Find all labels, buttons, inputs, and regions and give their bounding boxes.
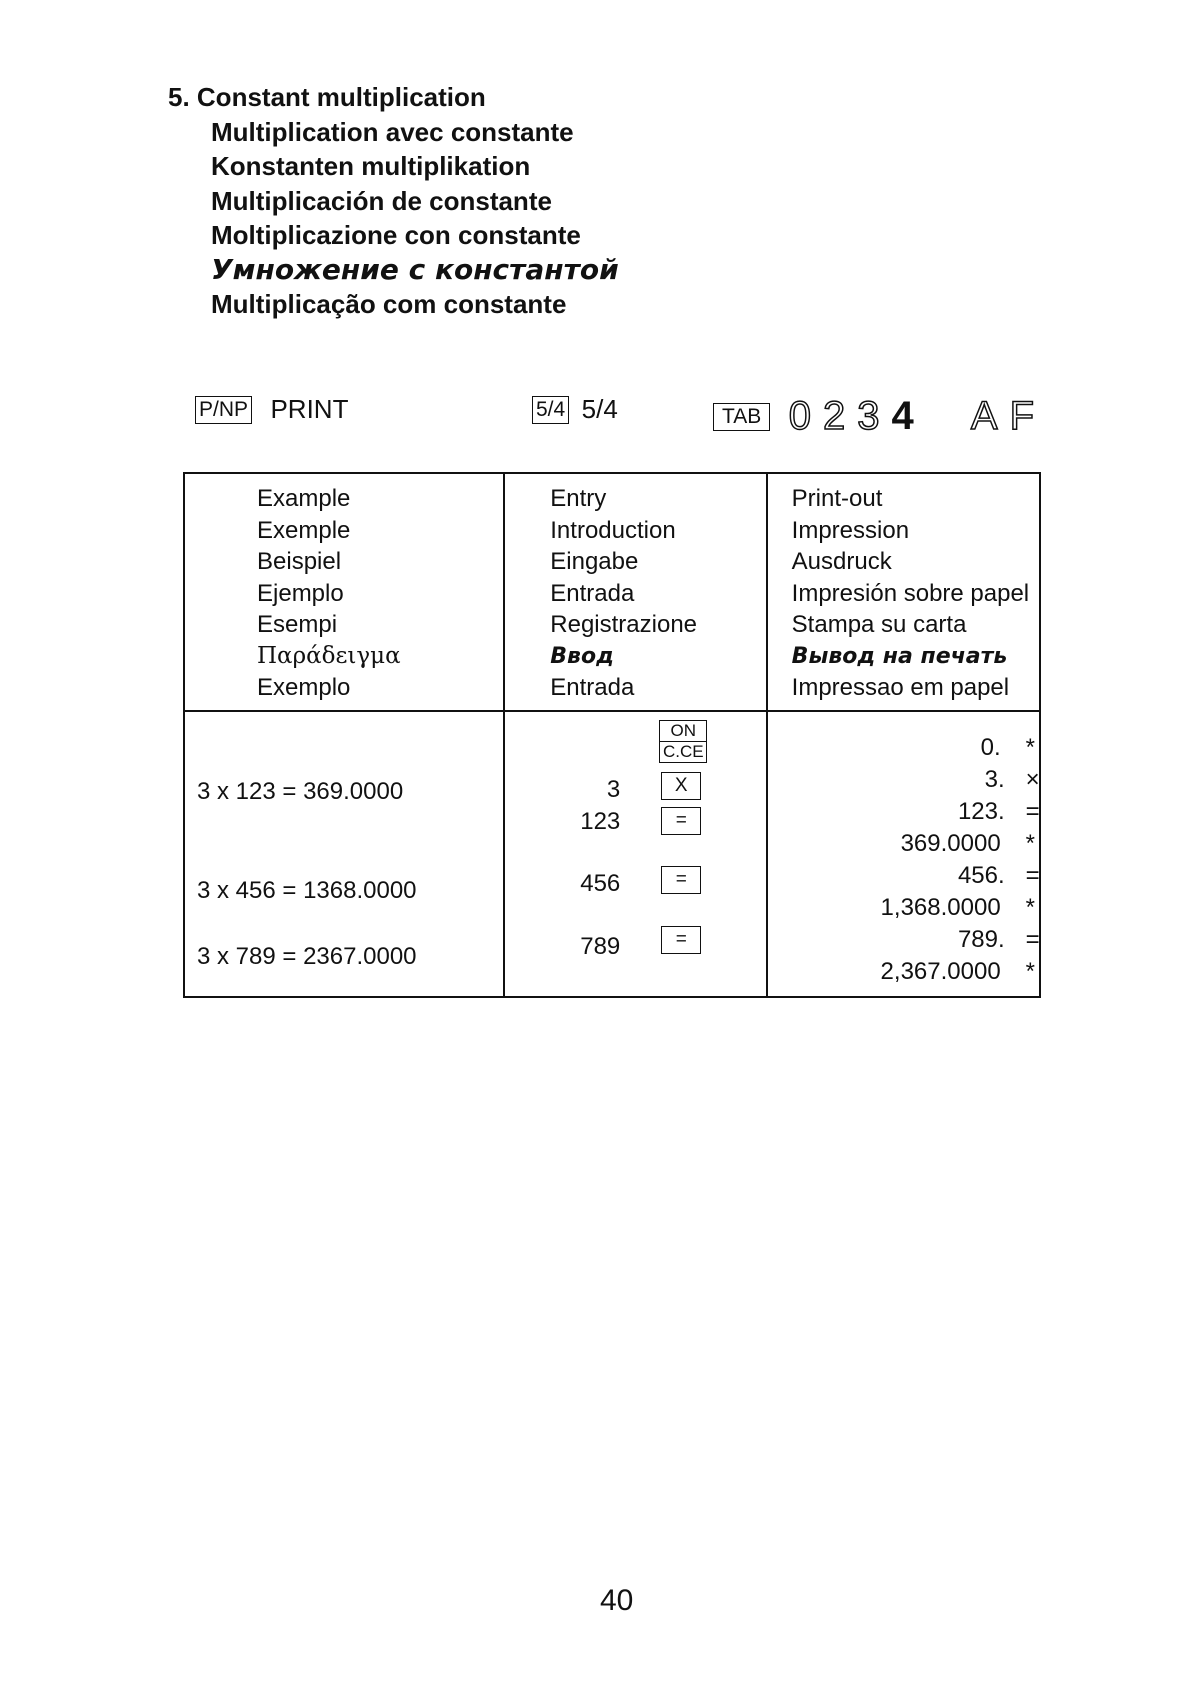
example-table (183, 472, 1041, 998)
printout-value: 1,368.0000 (880, 893, 1001, 921)
printout-value: 2,367.0000 (880, 957, 1001, 985)
examples-cell (184, 711, 504, 997)
page-number: 40 (600, 1584, 634, 1617)
header-line: Exemple (257, 516, 351, 544)
header-line: Print-out (791, 485, 883, 512)
printout-symbol: = (1025, 925, 1040, 953)
equals-key: = (661, 807, 701, 835)
cce-key-label: C.CE (662, 741, 704, 761)
header-line: Entry (550, 485, 607, 512)
printout-cell (767, 711, 1040, 997)
header-line: Entrada (550, 674, 635, 701)
rounding-key: 5/4 (532, 396, 569, 424)
printout-symbol: = (1025, 797, 1040, 825)
printout-value: 123. (957, 797, 1005, 825)
header-line: Esempi (257, 611, 338, 638)
table-header-row (184, 473, 1040, 711)
rounding-label: 5/4 (581, 394, 618, 424)
example-line: 3 x 789 = 2367.0000 (197, 942, 417, 970)
header-line: Ejemplo (257, 579, 344, 607)
printout-symbol: * (1025, 893, 1036, 921)
pnp-label: PRINT (270, 394, 349, 424)
printout-symbol: * (1025, 829, 1036, 857)
decimal-digit-selected: 4 (891, 394, 926, 438)
header-line: Registrazione (550, 611, 698, 638)
rounding-setting (532, 394, 618, 425)
header-line: Example (257, 485, 351, 512)
decimal-setting (713, 394, 1046, 439)
section-titles (168, 80, 619, 322)
title-ru: Умножение с константой (211, 252, 619, 286)
decimal-digit: 0 (788, 394, 823, 438)
pnp-key: P/NP (195, 396, 252, 424)
title-es: Multiplicación de constante (211, 185, 552, 216)
tab-key: TAB (713, 403, 770, 431)
decimal-digit: 3 (857, 394, 892, 438)
equals-key: = (661, 926, 701, 954)
printout-symbol: = (1025, 861, 1040, 889)
printout-symbol: × (1025, 765, 1040, 793)
title-it: Moltiplicazione con constante (211, 220, 581, 250)
table-body-row (184, 711, 1040, 997)
af-letter: A (970, 394, 1010, 438)
header-line: Impresión sobre papel (791, 579, 1030, 607)
example-line: 3 x 123 = 369.0000 (197, 777, 404, 805)
header-example (184, 473, 504, 711)
on-key-label: ON (660, 721, 706, 742)
printout-value: 0. (980, 733, 1001, 761)
header-line: Ausdruck (791, 548, 892, 575)
header-line: Entrada (550, 579, 635, 607)
switch-settings (195, 392, 1055, 438)
entries-cell (504, 711, 766, 997)
example-line: 3 x 456 = 1368.0000 (197, 876, 417, 904)
header-entry (504, 473, 766, 711)
title-fr: Multiplication avec constante (211, 116, 574, 147)
header-line: Eingabe (550, 548, 639, 575)
header-line: Stampa su carta (791, 611, 967, 638)
equals-key: = (661, 866, 701, 894)
printout-symbol: * (1025, 957, 1036, 985)
printout-value: 3. (984, 765, 1005, 793)
header-line: Beispiel (257, 548, 342, 575)
printout-value: 789. (957, 925, 1005, 953)
header-line: Introduction (550, 516, 676, 544)
entry-value: 789 (580, 932, 621, 960)
header-line: Παράδειγμα (257, 642, 401, 669)
printout-value: 369.0000 (900, 829, 1001, 857)
multiply-key: X (661, 772, 701, 800)
title-en: 5. Constant multiplication (168, 82, 486, 112)
title-de: Konstanten multiplikation (211, 151, 531, 181)
decimal-digit: 2 (823, 394, 858, 438)
header-line: Impression (791, 516, 910, 544)
header-printout (767, 473, 1040, 711)
printout-symbol: * (1025, 733, 1036, 761)
entry-value: 3 (606, 775, 621, 803)
printout-value: 456. (957, 861, 1005, 889)
header-line: Impressao em papel (791, 674, 1010, 701)
header-line: Вывод на печать (791, 643, 1008, 669)
pnp-setting (195, 394, 348, 425)
entry-value: 456 (580, 869, 621, 897)
decimal-selector (789, 394, 1046, 438)
title-pt: Multiplicação com constante (211, 289, 567, 319)
header-line: Ввод (550, 643, 614, 669)
af-letter: F (1009, 394, 1046, 438)
header-line: Exemplo (257, 674, 351, 701)
on-cce-key (659, 720, 707, 763)
entry-value: 123 (580, 807, 621, 835)
